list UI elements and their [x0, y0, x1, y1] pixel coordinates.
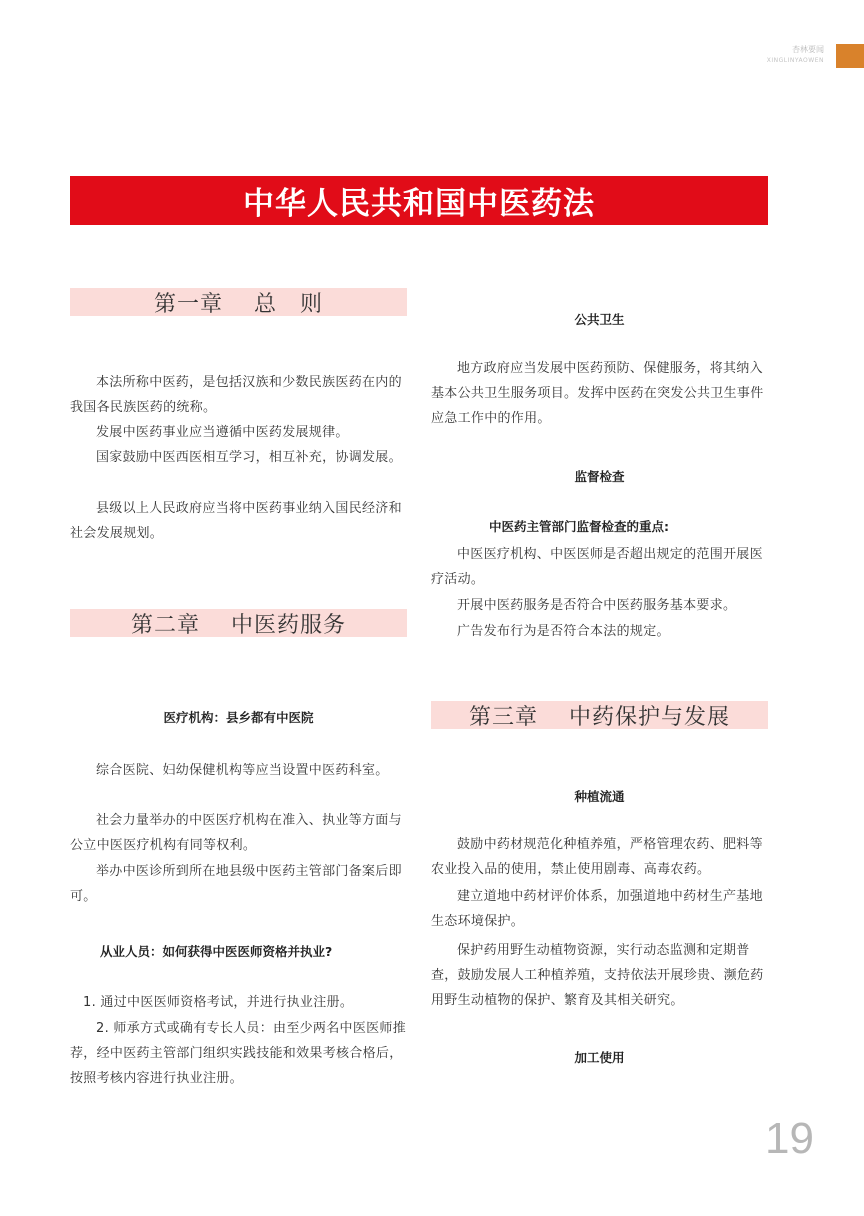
page-title: 中华人民共和国中医药法	[70, 176, 768, 225]
page-number: 19	[765, 1114, 814, 1163]
practitioners-item-2: 2. 师承方式或确有专长人员：由至少两名中医医师推荐，经中医药主管部门组织实践技能和效果考核合格后，按照考核内容进行执业注册。	[70, 1021, 407, 1086]
practitioners-subheading: 从业人员：如何获得中医医师资格并执业?	[100, 944, 333, 959]
supervision-item-3: 广告发布行为是否符合本法的规定。	[457, 624, 670, 639]
public-health-paragraph: 地方政府应当发展中医药预防、保健服务，将其纳入基本公共卫生服务项目。发挥中医药在突发公共卫生事件应急工作中的作用。	[431, 361, 764, 426]
planting-paragraph-2: 建立道地中药材评价体系，加强道地中药材生产基地生态环境保护。	[431, 889, 763, 929]
ch1-paragraph-2: 发展中医药事业应当遵循中医药发展规律。	[96, 425, 349, 440]
institutions-paragraph-2: 社会力量举办的中医医疗机构在准入、执业等方面与公立中医医疗机构有同等权利。	[70, 813, 402, 853]
ch1-paragraph-4: 县级以上人民政府应当将中医药事业纳入国民经济和社会发展规划。	[70, 501, 402, 541]
chapter-2-heading: 第二章 中医药服务	[70, 609, 407, 637]
planting-subheading: 种植流通	[574, 789, 625, 804]
processing-subheading: 加工使用	[574, 1050, 625, 1065]
header-accent-block	[836, 44, 864, 68]
chapter-1-heading: 第一章 总 则	[70, 288, 407, 316]
planting-paragraph-3: 保护药用野生动植物资源，实行动态监测和定期普查，鼓励发展人工种植养殖，支持依法开展珍贵、濒危药用野生动植物的保护、繁育及其相关研究。	[431, 943, 764, 1008]
chapter-3-heading: 第三章 中药保护与发展	[431, 701, 768, 729]
ch1-paragraph-1: 本法所称中医药，是包括汉族和少数民族医药在内的我国各民族医药的统称。	[70, 375, 402, 415]
supervision-item-1: 中医医疗机构、中医医师是否超出规定的范围开展医疗活动。	[431, 547, 763, 587]
planting-paragraph-1: 鼓励中药材规范化种植养殖，严格管理农药、肥料等农业投入品的使用，禁止使用剧毒、高毒农药。	[431, 837, 763, 877]
publication-roman-name: XINGLINYAOWEN	[766, 57, 824, 64]
publication-name: 杏林要闻	[792, 45, 824, 54]
practitioners-item-1: 1. 通过中医医师资格考试，并进行执业注册。	[83, 995, 354, 1010]
supervision-focus-heading: 中医药主管部门监督检查的重点:	[489, 519, 669, 534]
supervision-item-2: 开展中医药服务是否符合中医药服务基本要求。	[457, 598, 737, 613]
ch1-paragraph-3: 国家鼓励中医西医相互学习，相互补充，协调发展。	[96, 450, 402, 465]
supervision-subheading: 监督检查	[574, 469, 625, 484]
institutions-paragraph-1: 综合医院、妇幼保健机构等应当设置中医药科室。	[96, 763, 389, 778]
institutions-subheading: 医疗机构：县乡都有中医院	[163, 710, 314, 725]
institutions-paragraph-3: 举办中医诊所到所在地县级中医药主管部门备案后即可。	[70, 864, 402, 904]
public-health-subheading: 公共卫生	[574, 312, 625, 327]
